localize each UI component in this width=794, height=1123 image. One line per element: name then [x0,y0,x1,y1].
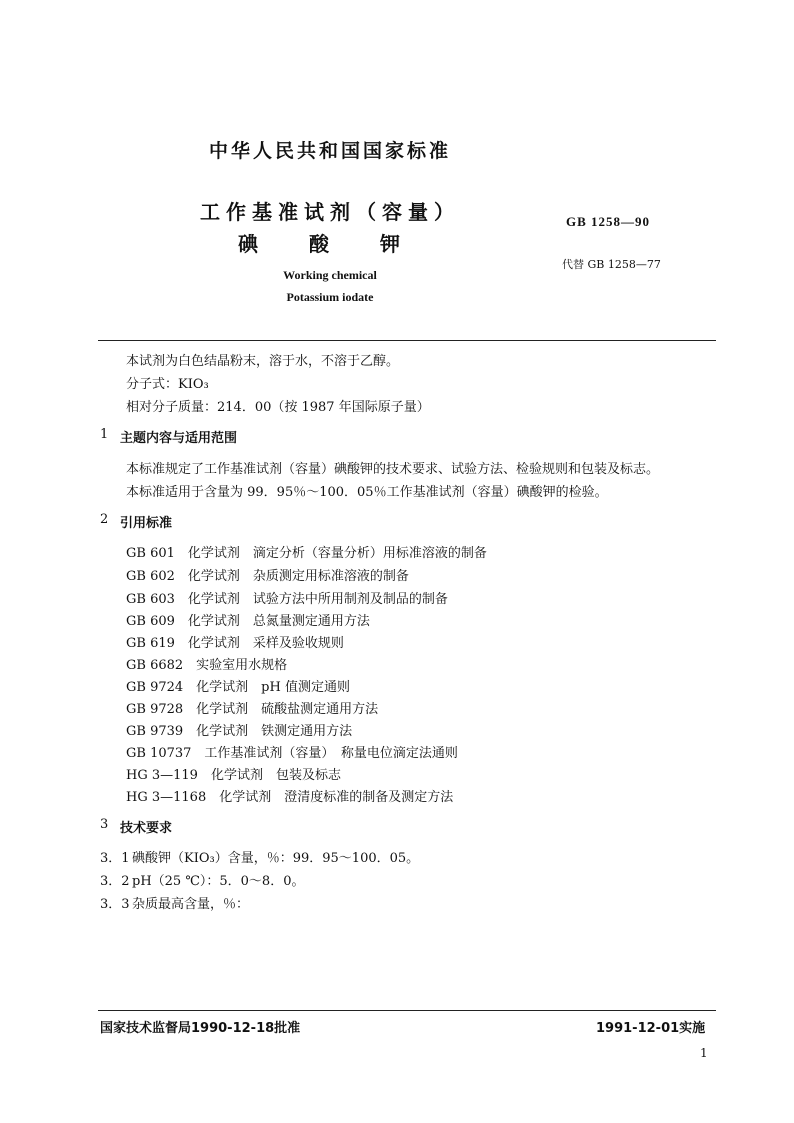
clause-text: 杂质最高含量，％： [132,897,250,912]
replaces-note: 代替 GB 1258—77 [562,258,661,271]
reference-item: GB 619 化学试剂 采样及验收规则 [126,636,344,651]
section-1-title: 主题内容与适用范围 [120,431,238,446]
page-number: 1 [700,1046,708,1060]
english-title-line1: Working chemical [283,268,377,282]
section-1-number: 1 [100,427,109,442]
reference-item: GB 602 化学试剂 杂质测定用标准溶液的制备 [126,569,409,584]
national-standard-heading: 中华人民共和国国家标准 [208,140,451,162]
clause-number: 3．1 [100,851,130,866]
clause-number: 3．3 [100,897,130,912]
intro-description: 本试剂为白色结晶粉末，溶于水，不溶于乙醇。 [126,354,400,369]
reference-item: GB 609 化学试剂 总氮量测定通用方法 [126,614,370,629]
section-3-title: 技术要求 [120,821,173,836]
clause-number: 3．2 [100,874,130,889]
section-1-paragraph-1: 本标准规定了工作基准试剂（容量）碘酸钾的技术要求、试验方法、检验规则和包装及标志。 [126,462,660,477]
standard-code: GB 1258—90 [566,214,651,229]
intro-formula: 分子式：KIO₃ [126,377,209,392]
reference-item: GB 601 化学试剂 滴定分析（容量分析）用标准溶液的制备 [126,546,487,561]
reference-item: GB 9728 化学试剂 硫酸盐测定通用方法 [126,702,379,717]
header-rule [98,340,716,341]
reference-item: GB 9724 化学试剂 pH 值测定通则 [126,680,350,695]
section-1-paragraph-2: 本标准适用于含量为 99．95％～100．05％工作基准试剂（容量）碘酸钾的检验。 [126,485,608,500]
reference-item: GB 6682 实验室用水规格 [126,658,288,673]
effective-date: 1991-12-01实施 [596,1021,706,1036]
clause-text: pH（25 ℃）：5．0～8．0。 [132,874,305,889]
footer-rule [98,1010,716,1011]
intro-molecular-mass: 相对分子质量：214．00（按 1987 年国际原子量） [126,400,430,415]
section-2-title: 引用标准 [120,516,173,531]
section-2-number: 2 [100,512,109,527]
reference-item: HG 3—119 化学试剂 包装及标志 [126,768,341,783]
reference-item: HG 3—1168 化学试剂 澄清度标准的制备及测定方法 [126,790,454,805]
document-subtitle: 碘 酸 钾 [238,232,422,256]
approval-date: 国家技术监督局1990-12-18批准 [100,1021,301,1036]
reference-item: GB 603 化学试剂 试验方法中所用制剂及制品的制备 [126,592,448,607]
english-title-line2: Potassium iodate [286,290,374,304]
section-3-number: 3 [100,817,109,832]
clause-text: 碘酸钾（KIO₃）含量，％：99．95～100．05。 [132,851,420,866]
reference-item: GB 9739 化学试剂 铁测定通用方法 [126,724,353,739]
reference-item: GB 10737 工作基准试剂（容量） 称量电位滴定法通则 [126,746,458,761]
document-title: 工作基准试剂（容量） [200,200,460,224]
